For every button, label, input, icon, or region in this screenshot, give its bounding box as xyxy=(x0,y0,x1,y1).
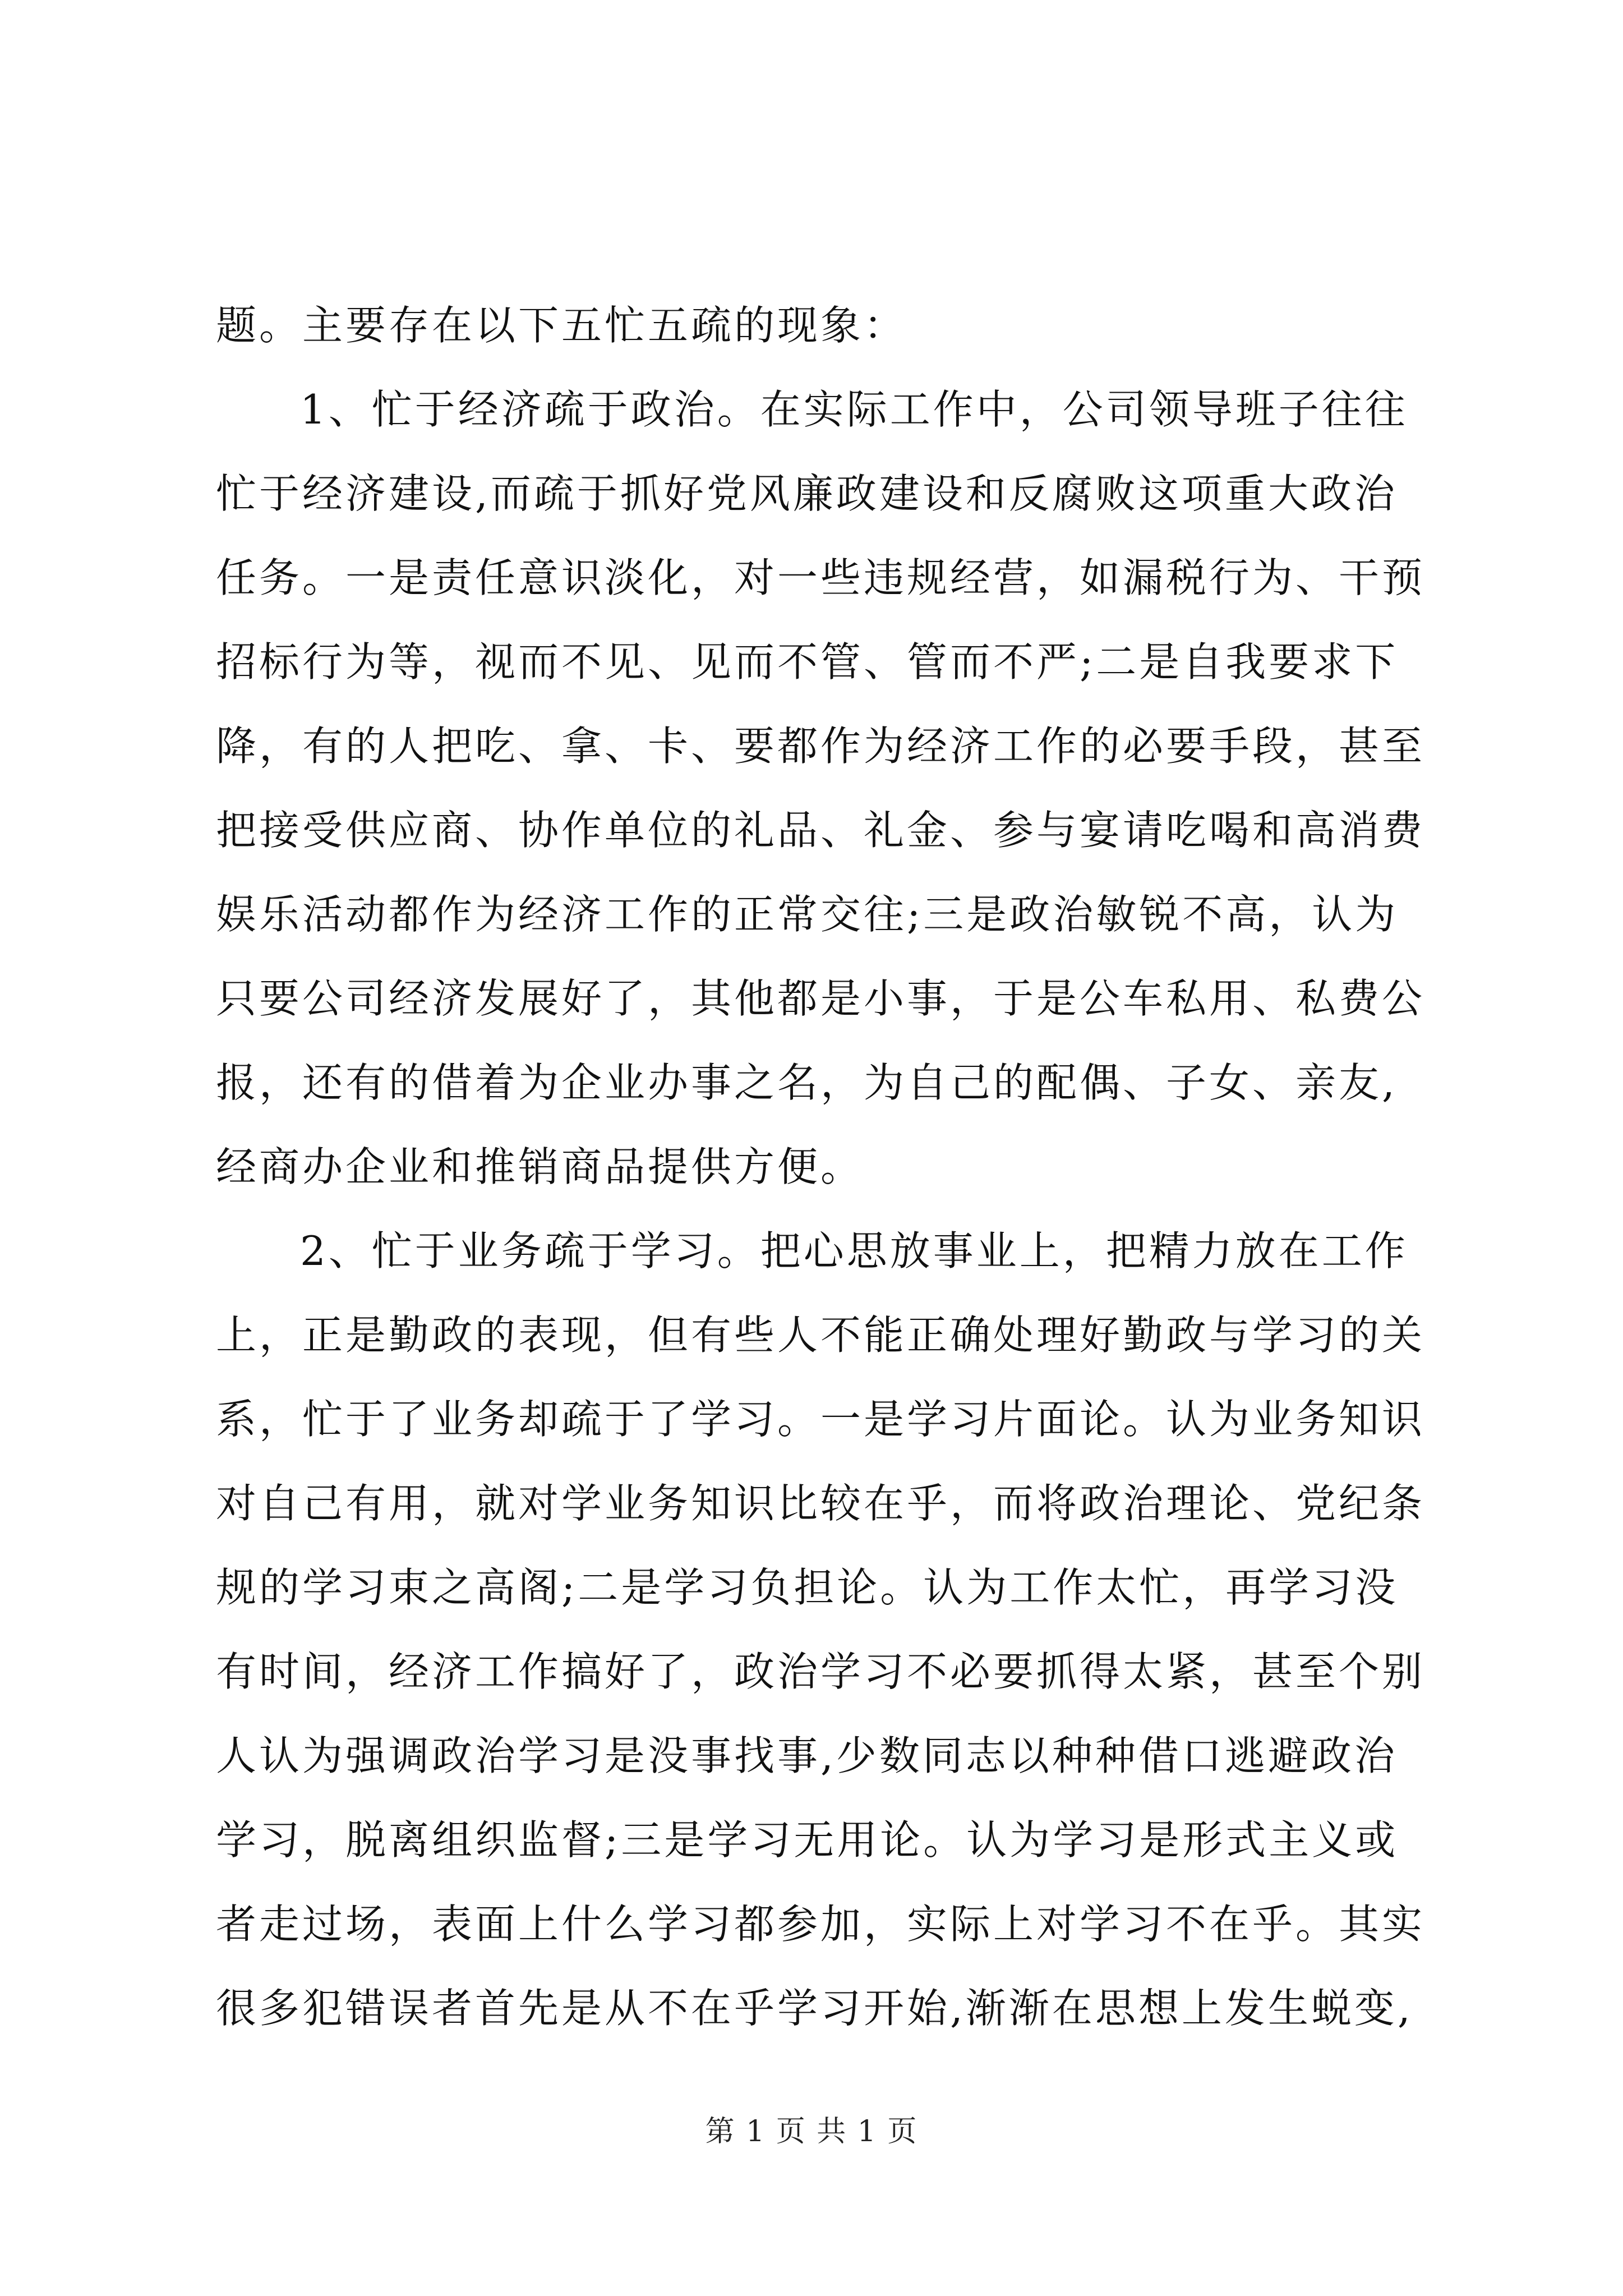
text-line: 系，忙于了业务却疏于了学习。一是学习片面论。认为业务知识 xyxy=(216,1396,1426,1443)
text-line: 1、忙于经济疏于政治。在实际工作中，公司领导班子往往 xyxy=(300,386,1408,433)
text-line: 只要公司经济发展好了，其他都是小事，于是公车私用、私费公 xyxy=(216,975,1426,1022)
text-line: 忙于经济建设,而疏于抓好党风廉政建设和反腐败这项重大政治 xyxy=(216,470,1398,517)
page-number-label: 第 1 页 共 1 页 xyxy=(705,2115,918,2148)
text-line: 对自己有用，就对学业务知识比较在乎，而将政治理论、党纪条 xyxy=(216,1480,1426,1527)
text-line: 招标行为等，视而不见、见而不管、管而不严;二是自我要求下 xyxy=(216,638,1399,685)
text-line: 人认为强调政治学习是没事找事,少数同志以种种借口逃避政治 xyxy=(216,1732,1398,1779)
text-line: 规的学习束之高阁;二是学习负担论。认为工作太忙，再学习没 xyxy=(216,1564,1399,1611)
text-line: 有时间，经济工作搞好了，政治学习不必要抓得太紧，甚至个别 xyxy=(216,1648,1426,1695)
text-line: 任务。一是责任意识淡化，对一些违规经营，如漏税行为、干预 xyxy=(216,554,1426,601)
text-line: 学习，脱离组织监督;三是学习无用论。认为学习是形式主义或 xyxy=(216,1816,1399,1864)
text-line: 降，有的人把吃、拿、卡、要都作为经济工作的必要手段，甚至 xyxy=(216,723,1426,770)
text-line: 者走过场，表面上什么学习都参加，实际上对学习不在乎。其实 xyxy=(216,1901,1426,1948)
text-line: 很多犯错误者首先是从不在乎学习开始,渐渐在思想上发生蜕变, xyxy=(216,1985,1413,2032)
text-line: 经商办企业和推销商品提供方便。 xyxy=(216,1143,864,1190)
text-line: 上，正是勤政的表现，但有些人不能正确处理好勤政与学习的关 xyxy=(216,1312,1426,1359)
text-line: 2、忙于业务疏于学习。把心思放事业上，把精力放在工作 xyxy=(300,1227,1408,1274)
text-line: 娱乐活动都作为经济工作的正常交往;三是政治敏锐不高，认为 xyxy=(216,891,1399,938)
page-footer xyxy=(0,2109,1623,2154)
document-body xyxy=(216,283,1426,2050)
text-line: 题。主要存在以下五忙五疏的现象： xyxy=(216,302,907,349)
text-line: 把接受供应商、协作单位的礼品、礼金、参与宴请吃喝和高消费 xyxy=(216,807,1426,854)
text-line: 报，还有的借着为企业办事之名，为自己的配偶、子女、亲友, xyxy=(216,1059,1398,1106)
